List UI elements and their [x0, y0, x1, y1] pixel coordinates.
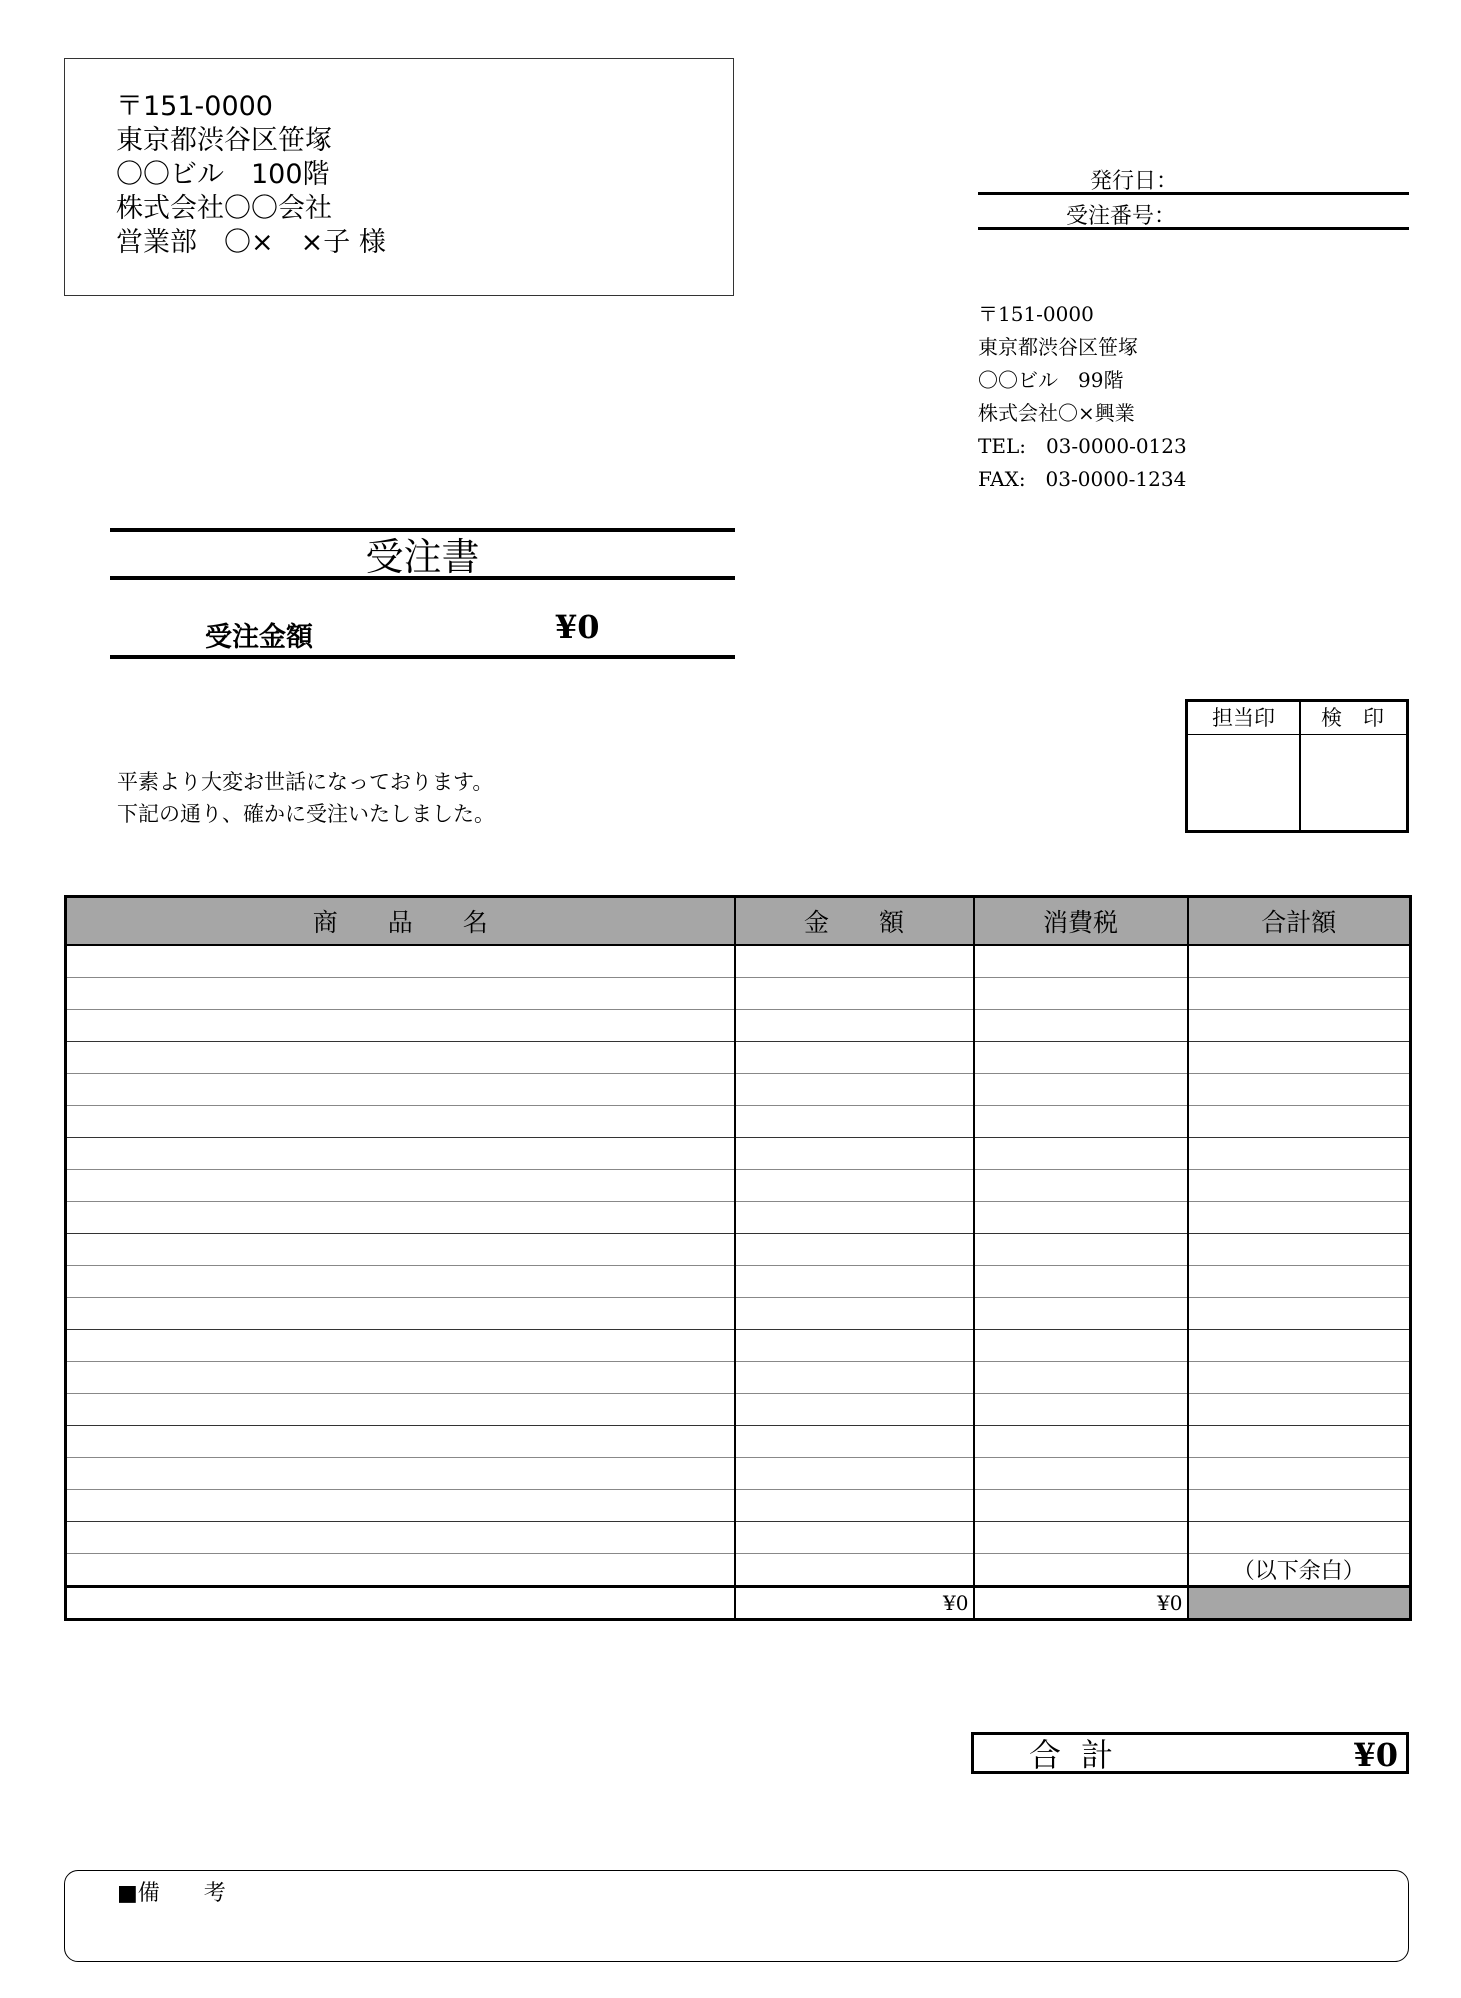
product-name-cell[interactable]	[66, 1202, 735, 1234]
product-name-cell[interactable]	[66, 1298, 735, 1330]
product-name-cell[interactable]	[66, 1266, 735, 1298]
issue-date-label: 発行日：	[1090, 169, 1179, 194]
table-row	[66, 1298, 1411, 1330]
sender-building: 〇〇ビル 99階	[978, 368, 1124, 392]
order-amount-value: ¥0	[555, 608, 600, 646]
grand-total-box	[971, 1732, 1409, 1774]
recipient-company: 株式会社〇〇会社	[116, 193, 332, 224]
total-cell[interactable]	[1188, 1170, 1411, 1202]
product-name-cell[interactable]	[66, 1106, 735, 1138]
total-cell[interactable]	[1188, 1394, 1411, 1426]
tax-cell[interactable]	[974, 1170, 1188, 1202]
subtotal-blank-cell	[66, 1587, 735, 1620]
total-cell[interactable]	[1188, 978, 1411, 1010]
table-row	[66, 1138, 1411, 1170]
total-cell[interactable]	[1188, 945, 1411, 978]
total-cell[interactable]	[1188, 1362, 1411, 1394]
sender-postal-code: 〒151-0000	[978, 302, 1094, 326]
amount-cell[interactable]	[735, 1138, 974, 1170]
amount-cell[interactable]	[735, 1170, 974, 1202]
tax-cell[interactable]	[974, 1362, 1188, 1394]
tax-cell[interactable]	[974, 1490, 1188, 1522]
recipient-postal-code: 〒151-0000	[116, 91, 273, 122]
items-body	[66, 945, 1411, 1620]
amount-cell[interactable]	[735, 1074, 974, 1106]
table-row	[66, 1394, 1411, 1426]
product-name-cell[interactable]	[66, 1554, 735, 1587]
product-name-cell[interactable]	[66, 1234, 735, 1266]
amount-cell[interactable]	[735, 945, 974, 978]
amount-cell[interactable]	[735, 1010, 974, 1042]
amount-cell[interactable]	[735, 1458, 974, 1490]
tax-cell[interactable]	[974, 1298, 1188, 1330]
stamp-box	[1185, 699, 1409, 833]
table-row	[66, 1522, 1411, 1554]
product-name-cell[interactable]	[66, 1362, 735, 1394]
tax-cell[interactable]	[974, 945, 1188, 978]
items-header-row	[66, 897, 1411, 946]
order-number-rule	[978, 227, 1409, 230]
amount-cell[interactable]	[735, 1426, 974, 1458]
tax-cell[interactable]	[974, 1042, 1188, 1074]
greeting-line-2: 下記の通り、確かに受注いたしました。	[117, 802, 495, 826]
table-row	[66, 1426, 1411, 1458]
title-bottom-rule	[110, 576, 735, 580]
total-cell[interactable]	[1188, 1138, 1411, 1170]
table-row	[66, 978, 1411, 1010]
tax-cell[interactable]	[974, 1426, 1188, 1458]
table-row	[66, 1234, 1411, 1266]
subtotal-amount: ¥0	[735, 1587, 974, 1620]
total-cell[interactable]	[1188, 1330, 1411, 1362]
product-name-cell[interactable]	[66, 1330, 735, 1362]
greeting-line-1: 平素より大変お世話になっております。	[117, 770, 494, 794]
amount-cell[interactable]	[735, 1330, 974, 1362]
tax-cell[interactable]	[974, 1522, 1188, 1554]
product-name-cell[interactable]	[66, 1394, 735, 1426]
stamp-person-in-charge-header: 担当印	[1188, 702, 1299, 735]
amount-cell[interactable]	[735, 1106, 974, 1138]
sender-company: 株式会社〇×興業	[978, 401, 1135, 425]
subtotal-shaded-cell	[1188, 1587, 1411, 1620]
grand-total-label: 合計	[1029, 1736, 1134, 1774]
column-header-product: 商 品 名	[66, 897, 735, 946]
subtotal-row	[66, 1587, 1411, 1620]
amount-cell[interactable]	[735, 1202, 974, 1234]
recipient-building: 〇〇ビル 100階	[116, 159, 330, 190]
total-cell[interactable]	[1188, 1074, 1411, 1106]
product-name-cell[interactable]	[66, 1138, 735, 1170]
tax-cell[interactable]	[974, 1138, 1188, 1170]
order-number-label: 受注番号：	[1066, 204, 1177, 229]
table-row	[66, 1554, 1411, 1587]
amount-rule	[110, 655, 735, 659]
amount-cell[interactable]	[735, 1298, 974, 1330]
product-name-cell[interactable]	[66, 1522, 735, 1554]
tax-cell[interactable]	[974, 1394, 1188, 1426]
amount-cell[interactable]	[735, 1042, 974, 1074]
issue-date-rule	[978, 192, 1409, 195]
table-row	[66, 1330, 1411, 1362]
total-cell[interactable]	[1188, 1522, 1411, 1554]
tax-cell[interactable]	[974, 1010, 1188, 1042]
total-cell[interactable]	[1188, 1458, 1411, 1490]
amount-cell[interactable]	[735, 1266, 974, 1298]
tax-cell[interactable]	[974, 1458, 1188, 1490]
column-header-amount: 金 額	[735, 897, 974, 946]
recipient-person: 営業部 〇× ×子 様	[116, 227, 386, 258]
order-amount-label: 受注金額	[205, 622, 313, 653]
sender-address	[978, 298, 1187, 496]
tax-cell[interactable]	[974, 1234, 1188, 1266]
sender-tel: TEL: 03-0000-0123	[978, 434, 1187, 458]
amount-cell[interactable]	[735, 1522, 974, 1554]
column-header-total: 合計額	[1188, 897, 1411, 946]
amount-cell[interactable]	[735, 978, 974, 1010]
remarks-label: ■備 考	[117, 1881, 226, 1906]
tax-cell[interactable]	[974, 1106, 1188, 1138]
amount-cell[interactable]	[735, 1234, 974, 1266]
total-cell[interactable]	[1188, 1490, 1411, 1522]
tax-cell[interactable]	[974, 1202, 1188, 1234]
remainder-note: （以下余白）	[1188, 1554, 1411, 1587]
product-name-cell[interactable]	[66, 945, 735, 978]
grand-total-value: ¥0	[1353, 1736, 1398, 1774]
sender-fax: FAX: 03-0000-1234	[978, 467, 1187, 491]
table-row	[66, 1010, 1411, 1042]
product-name-cell[interactable]	[66, 1042, 735, 1074]
table-row	[66, 1362, 1411, 1394]
subtotal-tax: ¥0	[974, 1587, 1188, 1620]
stamp-inspection-header: 検 印	[1299, 702, 1406, 735]
tax-cell[interactable]	[974, 1074, 1188, 1106]
remarks-box[interactable]	[64, 1870, 1409, 1962]
table-row	[66, 1170, 1411, 1202]
product-name-cell[interactable]	[66, 1426, 735, 1458]
table-row	[66, 945, 1411, 978]
amount-cell[interactable]	[735, 1394, 974, 1426]
table-row	[66, 1106, 1411, 1138]
amount-cell[interactable]	[735, 1362, 974, 1394]
table-row	[66, 1458, 1411, 1490]
amount-cell[interactable]	[735, 1490, 974, 1522]
product-name-cell[interactable]	[66, 1074, 735, 1106]
greeting	[117, 766, 495, 830]
table-row	[66, 1042, 1411, 1074]
product-name-cell[interactable]	[66, 1490, 735, 1522]
amount-cell[interactable]	[735, 1554, 974, 1587]
total-cell[interactable]	[1188, 1426, 1411, 1458]
total-cell[interactable]	[1188, 1042, 1411, 1074]
total-cell[interactable]	[1188, 1106, 1411, 1138]
table-row	[66, 1202, 1411, 1234]
recipient-address	[116, 90, 386, 260]
product-name-cell[interactable]	[66, 1458, 735, 1490]
total-cell[interactable]	[1188, 1010, 1411, 1042]
total-cell[interactable]	[1188, 1234, 1411, 1266]
items-table	[64, 895, 1412, 1621]
document-title: 受注書	[365, 535, 480, 579]
table-row	[66, 1266, 1411, 1298]
tax-cell[interactable]	[974, 1266, 1188, 1298]
stamp-divider	[1299, 702, 1301, 830]
total-cell[interactable]	[1188, 1298, 1411, 1330]
total-cell[interactable]	[1188, 1202, 1411, 1234]
total-cell[interactable]	[1188, 1266, 1411, 1298]
table-row	[66, 1490, 1411, 1522]
product-name-cell[interactable]	[66, 1170, 735, 1202]
sender-address-line: 東京都渋谷区笹塚	[978, 335, 1138, 359]
column-header-tax: 消費税	[974, 897, 1188, 946]
tax-cell[interactable]	[974, 978, 1188, 1010]
product-name-cell[interactable]	[66, 1010, 735, 1042]
tax-cell[interactable]	[974, 1330, 1188, 1362]
tax-cell[interactable]	[974, 1554, 1188, 1587]
recipient-address-line: 東京都渋谷区笹塚	[116, 125, 332, 156]
table-row	[66, 1074, 1411, 1106]
product-name-cell[interactable]	[66, 978, 735, 1010]
